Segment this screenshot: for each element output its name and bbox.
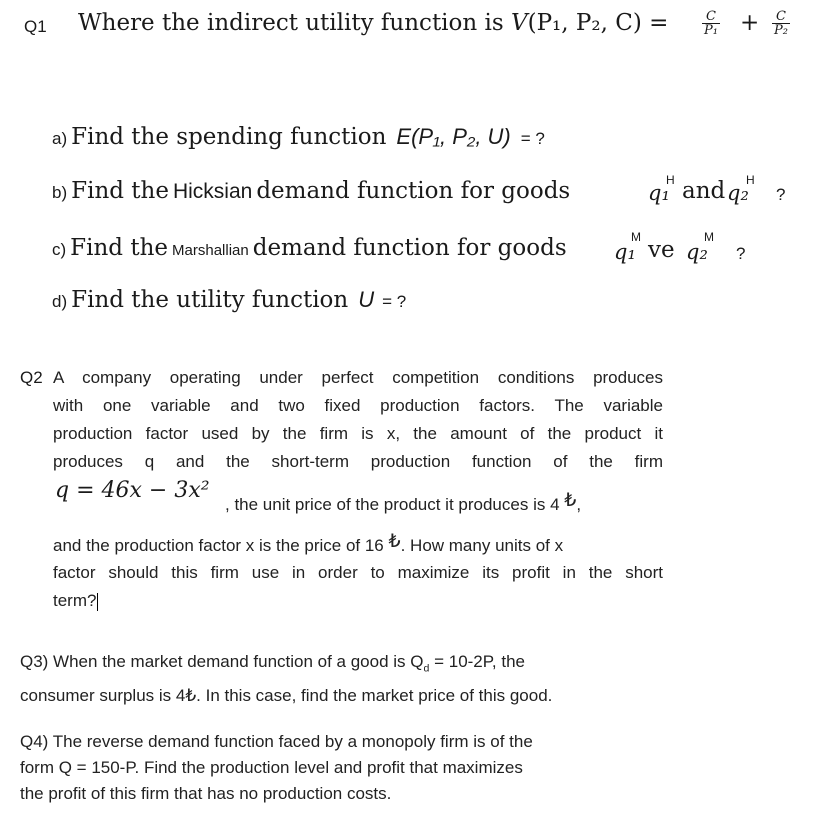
q1-b-tail: ? (776, 185, 786, 204)
q3-line-1 (20, 648, 552, 682)
q2-line-5-end: , (576, 495, 582, 514)
q3-line-1-text: Q3) When the market demand function of a good is Q (20, 652, 424, 671)
q1-a-text: Find the spending function (71, 124, 387, 150)
q1-d-text: Find the utility function (71, 287, 349, 313)
q1-a-func: E(P₁, P₂, U) (396, 124, 511, 149)
q1-b-q1: q₁ (648, 181, 670, 205)
text-cursor (97, 593, 98, 611)
q2-line-6-end: . How many units of x (400, 536, 564, 555)
q2-production-formula: q = 46x − 3x² (55, 478, 210, 503)
q1-part-a (52, 124, 545, 150)
q1-b-h-2: H (746, 173, 755, 187)
q1-d-label: d) (52, 292, 68, 311)
q4-section (20, 729, 533, 807)
q2-line-6 (53, 531, 564, 557)
q2-line-7: factor should this firm use in order to maximize its profit in the short (53, 563, 663, 582)
q2-paragraph-end (53, 559, 663, 615)
q1-b-label: b) (52, 183, 68, 202)
q2-line-5-text: , the unit price of the product it produces is 4 (225, 495, 560, 514)
q3-subscript: d (423, 662, 430, 675)
q1-b-text2: demand function for goods (256, 178, 571, 204)
q1-a-tail: = ? (520, 129, 545, 148)
q1-part-b (52, 178, 570, 204)
q1-frac2-num: C (772, 10, 790, 24)
q1-c-label: c) (52, 240, 67, 259)
q1-fraction-2 (772, 10, 790, 37)
q2-paragraph (53, 364, 663, 476)
q2-line-3: production factor used by the firm is x, the amount of the product it (53, 424, 663, 443)
q2-line-8-text: term? (53, 591, 97, 610)
q3-line-2: consumer surplus is 4₺. In this case, find the market price of this good. (20, 686, 553, 706)
q1-c-q1: q₁ (614, 240, 636, 264)
q4-line-3: the profit of this firm that has no production costs. (20, 784, 392, 803)
q1-a-label: a) (52, 129, 68, 148)
q4-line-2: form Q = 150-P. Find the production level and profit that maximizes (20, 758, 523, 777)
q1-frac2-den: P₂ (774, 23, 788, 38)
q1-func-args: (P₁, P₂, C) (527, 10, 642, 36)
q2-label: Q2 (20, 368, 43, 387)
q1-c-m-1: M (631, 230, 641, 244)
q1-intro (78, 10, 668, 36)
q2-line-8 (53, 587, 663, 615)
q3-section (20, 648, 552, 709)
q1-c-m-2: M (704, 230, 714, 244)
q2-line-1: A company operating under perfect competition conditions produces (53, 368, 663, 387)
q1-d-tail: = ? (382, 292, 407, 311)
q1-c-ve: ve (648, 237, 675, 263)
q1-d-func: U (358, 287, 375, 312)
q1-c-text2: demand function for goods (252, 235, 567, 261)
q1-c-tail: ? (736, 244, 746, 263)
q2-currency-1: ₺ (564, 490, 577, 511)
q1-part-c (52, 235, 567, 261)
q4-line-1: Q4) The reverse demand function faced by a monopoly firm is of the (20, 732, 533, 751)
q2-line-5 (225, 490, 582, 516)
q2-currency-2: ₺ (388, 531, 401, 552)
q1-func-name: V (510, 10, 528, 36)
q1-b-and: and (682, 178, 726, 204)
q2-line-6-text: and the production factor x is the price of 16 (53, 536, 384, 555)
q1-fraction-1 (702, 10, 720, 37)
q1-frac1-den: P₁ (704, 23, 718, 38)
q1-c-text1: Find the (70, 235, 169, 261)
q1-equals: = (649, 10, 669, 36)
q2-line-2: with one variable and two fixed production factors. The variable (53, 396, 663, 415)
q1-frac1-num: C (702, 10, 720, 24)
q1-part-d (52, 287, 406, 313)
q1-plus: + (740, 10, 760, 36)
q1-label: Q1 (24, 17, 47, 36)
q1-intro-text: Where the indirect utility function is (78, 10, 504, 36)
q1-b-hicksian: Hicksian (172, 180, 253, 203)
q3-line-1-end: = 10-2P, the (429, 652, 525, 671)
q1-c-q2: q₂ (686, 240, 708, 264)
q1-b-text1: Find the (71, 178, 169, 204)
q1-c-marshallian: Marshallian (172, 242, 249, 259)
q1-b-h-1: H (666, 173, 675, 187)
q1-b-q2: q₂ (727, 181, 749, 205)
q2-line-4: produces q and the short-term production function of the firm (53, 452, 663, 471)
